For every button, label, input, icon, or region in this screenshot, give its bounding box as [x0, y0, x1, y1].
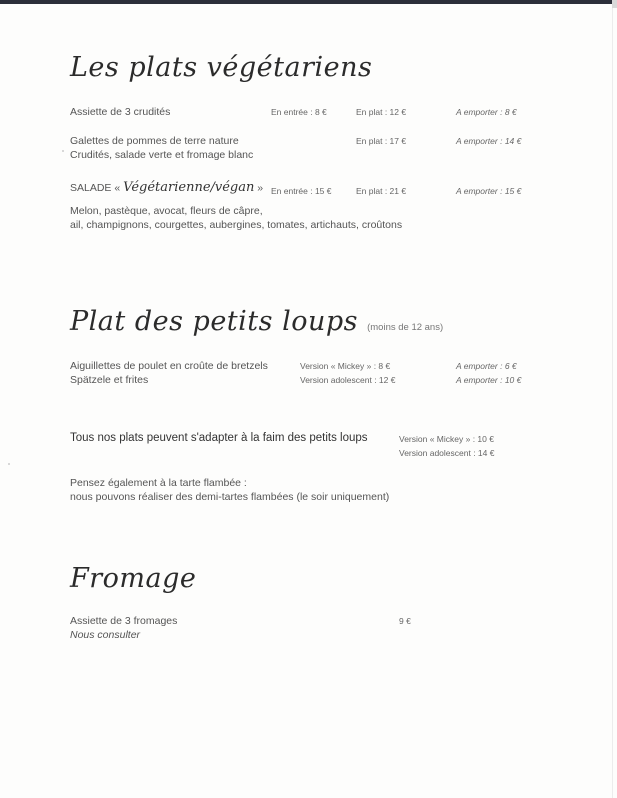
scan-corner	[612, 0, 617, 8]
tarte-note: Pensez également à la tarte flambée :	[70, 477, 247, 489]
section-title-cheese: Fromage	[70, 563, 197, 594]
price-emporter: A emporter : 8 €	[456, 107, 517, 117]
price-entree: En entrée : 15 €	[271, 186, 332, 196]
kids-subtitle: (moins de 12 ans)	[367, 322, 444, 333]
item-name: Assiette de 3 crudités	[70, 106, 171, 118]
salade-script-name: Végétarienne/végan	[123, 180, 255, 195]
kids-item-description: Spätzele et frites	[70, 374, 149, 386]
price-emporter: A emporter : 6 €	[456, 361, 517, 371]
scan-speck	[8, 463, 10, 465]
section-title-kids	[70, 306, 443, 337]
salade-prefix: SALADE «	[70, 182, 121, 194]
price-entree: En entrée : 8 €	[271, 107, 327, 117]
scan-right-edge	[612, 8, 613, 798]
cheese-price: 9 €	[399, 616, 411, 626]
kids-item-name: Aiguillettes de poulet en croûte de bretzels	[70, 360, 268, 372]
salade-suffix: »	[257, 182, 264, 194]
price-plat: En plat : 21 €	[356, 186, 407, 196]
price-emporter: A emporter : 14 €	[456, 136, 522, 146]
item-description: Crudités, salade verte et fromage blanc	[70, 149, 254, 161]
tarte-note: nous pouvons réaliser des demi-tartes flambées (le soir uniquement)	[70, 491, 390, 503]
adapt-notice: Tous nos plats peuvent s'adapter à la faim des petits loups	[70, 432, 368, 444]
item-description: ail, champignons, courgettes, aubergines, tomates, artichauts, croûtons	[70, 219, 403, 231]
price-version-mickey: Version « Mickey » : 8 €	[300, 361, 391, 371]
price-emporter: A emporter : 10 €	[456, 375, 522, 385]
kids-title: Plat des petits loups	[70, 306, 358, 337]
price-plat: En plat : 17 €	[356, 136, 407, 146]
scan-speck	[62, 150, 64, 152]
adapt-price-ado: Version adolescent : 14 €	[399, 448, 495, 458]
price-version-ado: Version adolescent : 12 €	[300, 375, 396, 385]
cheese-note: Nous consulter	[70, 629, 141, 641]
adapt-price-mickey: Version « Mickey » : 10 €	[399, 434, 494, 444]
scan-top-border	[0, 0, 612, 4]
item-name-salade	[70, 181, 263, 195]
section-title-vegetarian: Les plats végétariens	[70, 52, 373, 83]
item-description: Melon, pastèque, avocat, fleurs de câpre,	[70, 205, 263, 217]
cheese-item-name: Assiette de 3 fromages	[70, 615, 178, 627]
price-plat: En plat : 12 €	[356, 107, 407, 117]
item-name: Galettes de pommes de terre nature	[70, 135, 239, 147]
price-emporter: A emporter : 15 €	[456, 186, 522, 196]
